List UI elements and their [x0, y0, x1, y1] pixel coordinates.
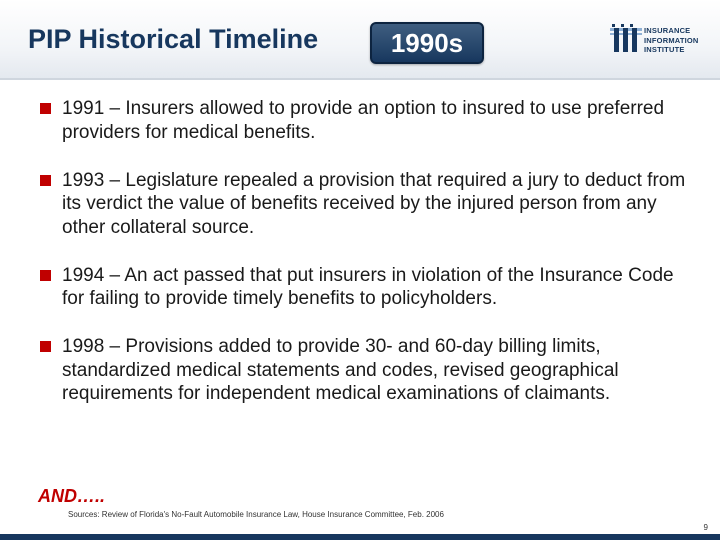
bullet-year: 1994 — [62, 264, 105, 286]
square-bullet-icon — [40, 341, 51, 352]
square-bullet-icon — [40, 103, 51, 114]
bullet-text: – Provisions added to provide 30- and 60-day billing limits, standardized medical statements and codes, revised geographical requirements for independent medical examinations of claimants. — [62, 336, 619, 404]
slide-title: PIP Historical Timeline — [28, 24, 319, 54]
bullet-year: 1998 — [62, 336, 105, 357]
bullet-text: – Legislature repealed a provision that required a jury to deduct from its verdict the value of benefits received by the injured person from any other collateral source. — [62, 169, 686, 238]
square-bullet-icon — [40, 175, 51, 186]
bullet-text: – Insurers allowed to provide an option to insured to use preferred providers for medical benefits. — [62, 98, 665, 143]
continuation-text: AND….. — [38, 486, 105, 506]
square-bullet-icon — [40, 270, 51, 281]
timeline-bullet-list — [40, 97, 690, 430]
logo-line-1: INSURANCE — [644, 26, 691, 35]
bullet-1993 — [40, 169, 690, 240]
bullet-1998 — [40, 335, 690, 406]
page-number: 9 — [703, 523, 708, 532]
footer-bar — [0, 534, 720, 540]
header-divider — [0, 78, 720, 80]
iii-logo — [610, 24, 710, 58]
bullet-text: – An act passed that put insurers in violation of the Insurance Code for failing to provide timely benefits to policyholders. — [62, 264, 674, 309]
decade-badge: 1990s — [370, 22, 484, 64]
logo-line-3: INSTITUTE — [644, 45, 685, 54]
bullet-1991 — [40, 97, 690, 144]
bullet-1994 — [40, 264, 690, 311]
sources-footnote: Sources: Review of Florida's No-Fault Automobile Insurance Law, House Insurance Committee, Feb. 2006 — [68, 510, 444, 519]
bullet-year: 1991 — [62, 98, 105, 119]
iii-logo-icon — [610, 24, 642, 54]
logo-line-2: INFORMATION — [644, 35, 699, 45]
logo-wordmark — [644, 26, 699, 55]
bullet-year: 1993 — [62, 169, 105, 191]
